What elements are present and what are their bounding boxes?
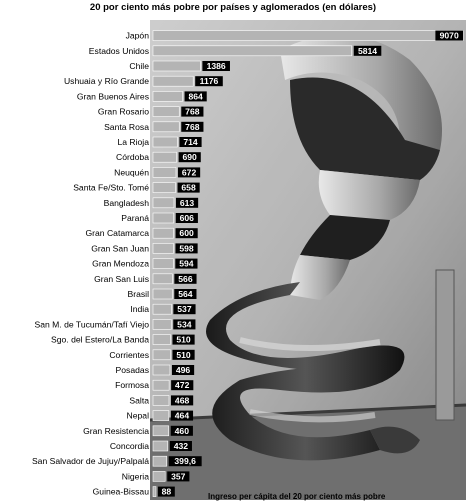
bar [153, 335, 170, 345]
category-label: Gran Catamarca [85, 228, 149, 239]
bar [153, 76, 193, 86]
bar [153, 183, 175, 193]
category-label: Santa Rosa [104, 121, 149, 132]
value-label: 357 [171, 471, 186, 482]
category-label: Gran Mendoza [92, 258, 149, 269]
category-label: Brasil [127, 289, 149, 299]
bar [153, 395, 169, 405]
category-label: Chile [129, 61, 149, 71]
bar [153, 122, 179, 132]
category-label: La Rioja [117, 137, 149, 147]
category-label: Gran Buenos Aires [76, 91, 149, 102]
category-label: Concordia [109, 441, 149, 451]
bar [153, 471, 165, 481]
value-label: 613 [179, 197, 195, 208]
category-label: Córdoba [116, 152, 149, 163]
category-label: Santa Fe/Sto. Tomé [73, 182, 149, 193]
category-label: San Salvador de Jujuy/Palpalá [31, 456, 149, 467]
bar [153, 152, 177, 162]
category-label: Bangladesh [103, 197, 149, 208]
bar [153, 198, 174, 208]
value-label: 9070 [439, 30, 459, 41]
value-label: 534 [177, 319, 192, 330]
bar [153, 91, 183, 101]
category-label: Gran Resistencia [83, 425, 149, 436]
bar [153, 456, 167, 466]
value-label: 864 [188, 91, 203, 102]
value-label: 88 [161, 486, 172, 497]
category-label: Posadas [115, 365, 149, 375]
category-label: Nigeria [121, 471, 149, 482]
category-label: Sgo. del Estero/La Banda [51, 334, 149, 345]
bar [153, 243, 173, 253]
category-label: Gran San Juan [91, 243, 149, 254]
category-label: Estados Unidos [88, 45, 149, 56]
value-label: 399,6 [174, 456, 196, 467]
bar [153, 61, 200, 71]
value-label: 468 [174, 395, 190, 406]
value-label: 598 [179, 243, 194, 254]
category-label: India [130, 304, 149, 315]
value-label: 496 [175, 365, 191, 375]
bar [153, 411, 169, 421]
bar [153, 228, 174, 238]
category-label: Guinea-Bissau [92, 486, 149, 497]
value-label: 606 [179, 213, 194, 223]
category-label: Nepal [126, 410, 149, 421]
category-label: Gran Rosario [97, 106, 149, 117]
value-label: 594 [179, 258, 194, 269]
bar [153, 107, 179, 117]
bar [153, 31, 463, 41]
value-label: 472 [175, 380, 190, 391]
category-label: Japón [125, 30, 149, 41]
value-label: 510 [176, 334, 191, 345]
category-label: San M. de Tucumán/Tafí Viejo [34, 319, 149, 330]
bar [153, 304, 171, 314]
chart-title: 20 por ciento más pobre por países y aglomerados (en dólares) [89, 2, 377, 13]
value-label: 537 [177, 304, 192, 315]
bar [153, 319, 171, 329]
value-label: 432 [173, 441, 189, 451]
value-label: 600 [179, 228, 194, 239]
bar [153, 441, 168, 451]
value-label: 564 [178, 289, 193, 299]
value-label: 690 [182, 152, 197, 163]
category-label: Paraná [121, 213, 149, 223]
bar [153, 365, 170, 375]
value-label: 566 [178, 273, 193, 284]
bar [153, 350, 170, 360]
category-label: Salta [129, 395, 149, 406]
value-label: 5814 [357, 45, 378, 56]
value-label: 658 [181, 182, 196, 193]
bar [153, 137, 177, 147]
bar [153, 274, 172, 284]
bar [153, 487, 156, 497]
bar [153, 46, 352, 56]
x-axis-label: Ingreso per cápita del 20 por ciento más pobre [208, 492, 386, 501]
category-label: Neuquén [114, 167, 149, 178]
value-label: 510 [176, 349, 191, 360]
bar [153, 289, 172, 299]
category-label: Ushuaia y Río Grande [63, 76, 149, 87]
value-label: 768 [185, 106, 200, 117]
category-label: Formosa [115, 380, 149, 391]
bar [153, 167, 176, 177]
value-label: 672 [181, 167, 197, 178]
category-label: Corrientes [109, 349, 149, 360]
bar [153, 380, 169, 390]
value-label: 460 [174, 425, 189, 436]
value-label: 1386 [206, 61, 226, 71]
category-label: Gran San Luis [94, 273, 149, 284]
bar [153, 213, 174, 223]
value-label: 464 [174, 410, 190, 421]
bar [153, 426, 169, 436]
value-label: 768 [185, 121, 200, 132]
value-label: 1176 [199, 76, 219, 87]
value-label: 714 [183, 137, 198, 147]
bar [153, 259, 173, 269]
